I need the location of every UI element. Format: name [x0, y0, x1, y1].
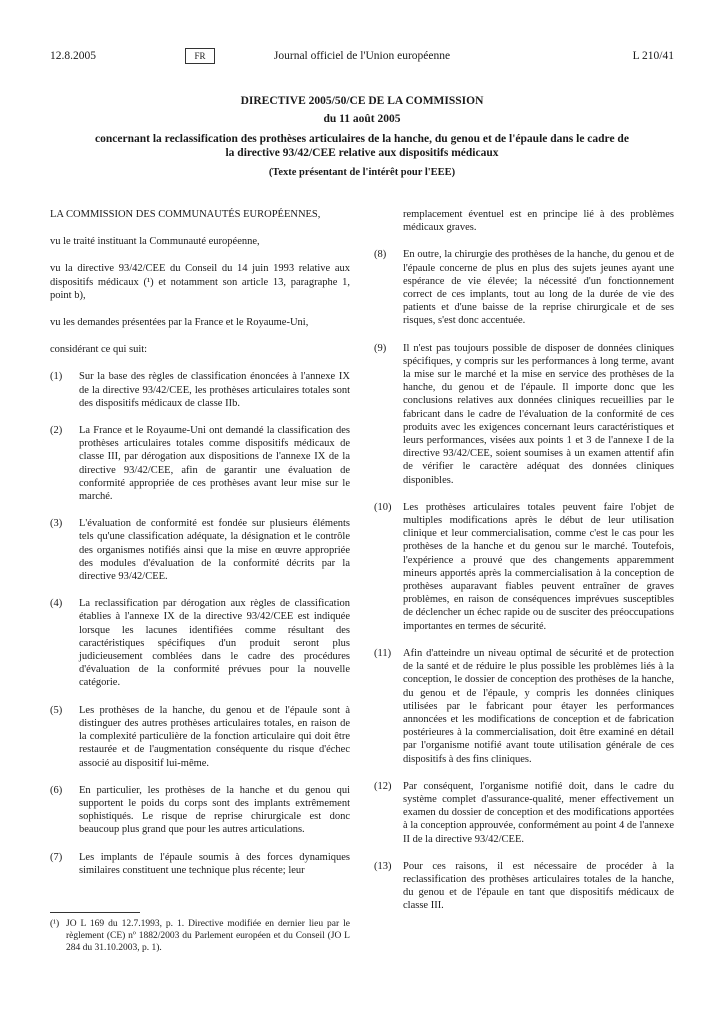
recital-text: Par conséquent, l'organisme notifié doit, dans le cadre du système complet d'assurance-qualité, mener effectivement un examen du dossier de conception et des modifications apportées à la conception approuvée, conformément au point 4 de l'annexe II de la directive 93/42/CEE. [403, 780, 674, 845]
left-column [50, 208, 350, 891]
language-code: FR [185, 48, 215, 64]
recital [374, 501, 674, 633]
recital [374, 248, 674, 327]
recital-number: (7) [50, 851, 63, 863]
eee-relevance: (Texte présentant de l'intérêt pour l'EEE) [268, 167, 456, 178]
recital-text: L'évaluation de conformité est fondée sur plusieurs éléments tels qu'une classification adéquate, la désignation et le contrôle des organismes notifiés ainsi que la mise en œuvre appropriée des modules d'évaluation de la conformité décrits par la directive 93/42/CEE. [79, 518, 350, 583]
directive-date: du 11 août 2005 [323, 113, 401, 125]
directive-subject: concernant la reclassification des prothèses articulaires de la hanche, du genou et de l'épaule dans le cadre de la directive 93/42/CEE relative aux dispositifs médicaux [95, 133, 629, 159]
recital [374, 647, 674, 766]
preamble-line: considérant ce qui suit: [50, 344, 148, 356]
preamble-line: vu la directive 93/42/CEE du Conseil du 14 juin 1993 relative aux dispositifs médicaux (¹) et notamment son article 13, paragraphe 1, point b), [50, 263, 350, 301]
footnote-divider [50, 912, 140, 913]
recital [50, 704, 350, 770]
recital-text: Les prothèses de la hanche, du genou et de l'épaule sont à distinguer des autres prothèses articulaires totales, en raison de la complexité particulière de la fonction articulaire qui doit être restaurée et de l'augmentation conséquente du risque d'échec associé au dispositif lui-même. [79, 704, 350, 769]
footnote-number: (¹) [50, 919, 60, 929]
recital [374, 342, 674, 487]
recital-number: (9) [374, 342, 387, 354]
recital [50, 597, 350, 689]
recital-number: (2) [50, 425, 63, 437]
preamble-line: vu le traité instituant la Communauté européenne, [50, 236, 260, 248]
footnote-text: JO L 169 du 12.7.1993, p. 1. Directive modifiée en dernier lieu par le règlement (CE) nº 1882/2003 du Parlement européen et du Conseil (JO L 284 du 31.10.2003, p. 1). [66, 919, 350, 953]
recital-text: En particulier, les prothèses de la hanche et du genou qui supportent le poids du corps sont des implants extrêmement sophistiqués. Le risque de reprise chirurgicale est donc beaucoup plus grand que pour les autres articulations. [79, 784, 350, 836]
recital [50, 784, 350, 837]
preamble-line: LA COMMISSION DES COMMUNAUTÉS EUROPÉENNES, [50, 209, 321, 220]
recital-number: (3) [50, 518, 63, 530]
directive-title: DIRECTIVE 2005/50/CE DE LA COMMISSION [240, 95, 484, 107]
page-header [50, 50, 674, 68]
recital-number: (11) [374, 647, 392, 659]
right-column [374, 208, 674, 927]
recital [50, 424, 350, 503]
recital-continuation: remplacement éventuel est en principe lié à des problèmes médicaux graves. [403, 209, 674, 234]
recital-text: Sur la base des règles de classification énoncées à l'annexe IX de la directive 93/42/CEE, les prothèses articulaires totales sont des dispositifs médicaux de classe IIb. [79, 371, 350, 409]
recital [50, 851, 350, 877]
journal-title: Journal officiel de l'Union européenne [273, 50, 451, 62]
recital-number: (1) [50, 371, 63, 383]
footnote [50, 918, 350, 954]
recital-number: (12) [374, 780, 392, 792]
recital-text: Les prothèses articulaires totales peuvent faire l'objet de multiples modifications après le début de leur utilisation clinique et leur commercialisation, comme c'est le cas pour les prothèses de la hanche et du genou sur le marché. Toutefois, l'expérience a prouvé que des changements apparemment mineurs apportés après la commercialisation à la conception de prothèses auparavant fiables peuvent entraîner de graves problèmes, en raison de conséquences imprévues susceptibles de déclencher un échec rapide ou de susciter des préoccupations importantes en termes de sécurité. [403, 501, 674, 632]
document-title [95, 95, 629, 178]
recital-text: La reclassification par dérogation aux règles de classification établies à l'annexe IX de la directive 93/42/CEE est indiquée lorsque les lacunes identifiées comme résultant des caractéristiques spécifiques d'un produit seront plus judicieusement comblées dans le cadre des procédures d'évaluation de la conformité prévues pour la nouvelle catégorie. [79, 598, 350, 689]
recital-number: (4) [50, 598, 63, 610]
recital [50, 370, 350, 410]
recital-number: (10) [374, 501, 392, 513]
recital [374, 780, 674, 846]
recital-number: (5) [50, 704, 63, 716]
recital-text: En outre, la chirurgie des prothèses de la hanche, du genou et de l'épaule concerne de plus en plus des sujets jeunes ayant une espérance de vie élevée; la nécessité d'un fonctionnement correct de ces implants, tout au long de la durée de vie des patients et d'une baisse de la reprise chirurgicale et de ses risques, s'est donc accentuée. [403, 249, 674, 327]
recital [374, 860, 674, 913]
recital-text: Pour ces raisons, il est nécessaire de procéder à la reclassification des prothèses articulaires totales de la hanche, du genou et de l'épaule en tant que dispositifs médicaux de classe III. [403, 860, 674, 912]
page-number: L 210/41 [632, 50, 674, 62]
recital-text: Les implants de l'épaule soumis à des forces dynamiques similaires constituent une technique plus récente; leur [79, 851, 350, 876]
preamble-line: vu les demandes présentées par la France et le Royaume-Uni, [50, 317, 309, 329]
recital-number: (13) [374, 860, 392, 872]
recital-text: La France et le Royaume-Uni ont demandé la classification des prothèses articulaires totales comme dispositifs médicaux de classe III, par dérogation aux dispositions de l'annexe IX de la directive 93/42/CEE, afin de garantir une évaluation de conformité appropriée de ces prothèses avant leur mise sur le marché. [79, 425, 350, 503]
recital-number: (8) [374, 249, 387, 261]
header-date: 12.8.2005 [50, 50, 96, 62]
recital-number: (6) [50, 784, 63, 796]
recital-text: Il n'est pas toujours possible de disposer de données cliniques spécifiques, y compris sur les performances à long terme, avant la mise sur le marché et la mise en service des prothèses de la hanche, du genou et de l'épaule. Il importe donc que les conclusions relatives aux données cliniques recueillies par le fabricant dans le cadre de l'évaluation de la conformité de ces produits avec les exigences concernant leurs caractéristiques et leurs performances, visées aux points 1 et 3 de l'annexe I de la directive 93/42/CEE, soient soumises à un examen attentif afin de vérifier le caractère adéquat des données cliniques disponibles. [403, 342, 674, 486]
recital [50, 517, 350, 583]
recital-text: Afin d'atteindre un niveau optimal de sécurité et de protection de la santé et de réduire le plus possible les problèmes liés à la conception, le dossier de conception des prothèses de la hanche, du genou et de l'épaule, y compris les données cliniques utilisées par le fabricant pour étayer les performances annoncées et les modifications de conception et de fabrication postérieures à la commercialisation, doit être examiné en détail par l'organisme notifié avant toute utilisation générale de ces dispositifs à des fins cliniques. [403, 647, 674, 765]
